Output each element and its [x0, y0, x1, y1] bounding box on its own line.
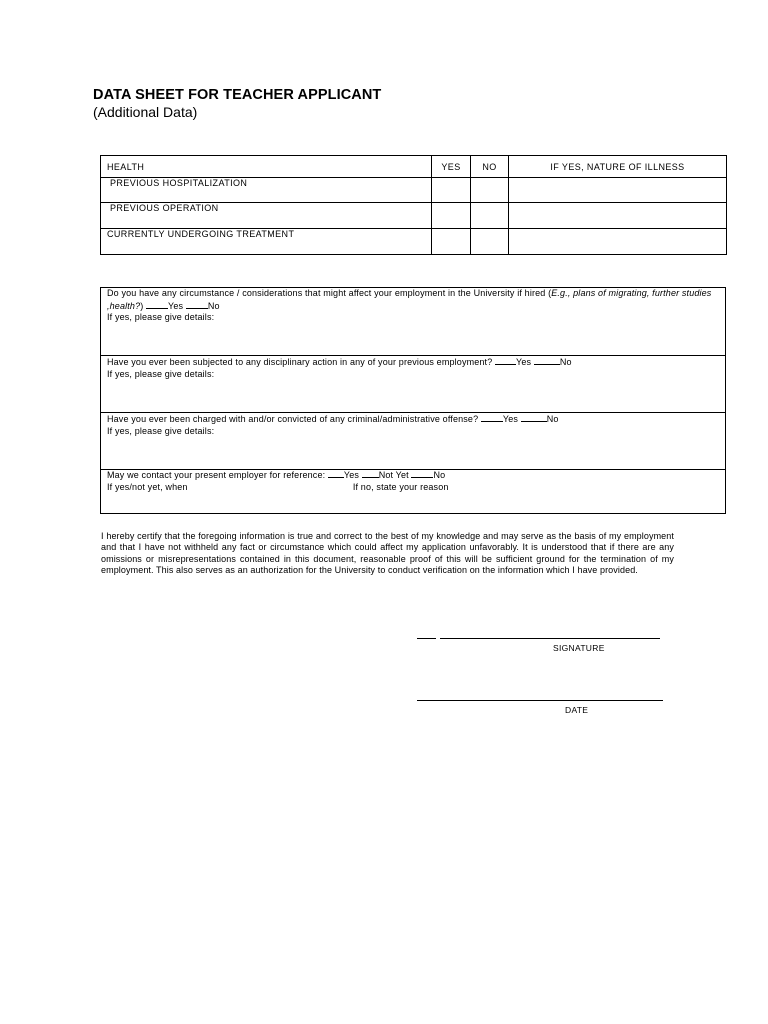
row-label-treatment: CURRENTLY UNDERGOING TREATMENT — [101, 229, 432, 255]
question-text: Have you ever been charged with and/or convicted of any criminal/administrative offense? — [107, 414, 479, 424]
operation-no-cell[interactable] — [471, 203, 509, 229]
header-health: HEALTH — [101, 156, 432, 178]
no-blank[interactable] — [521, 413, 547, 422]
document-title: DATA SHEET FOR TEACHER APPLICANT — [93, 87, 382, 103]
row-label-operation: PREVIOUS OPERATION — [101, 203, 432, 229]
yes-blank[interactable] — [328, 469, 344, 478]
yes-blank[interactable] — [495, 356, 516, 365]
no-blank[interactable] — [534, 356, 560, 365]
document-subtitle: (Additional Data) — [93, 104, 198, 120]
table-row — [101, 178, 727, 203]
signature-line[interactable] — [440, 638, 660, 639]
treatment-yes-cell[interactable] — [432, 229, 471, 255]
details-prompt: If yes, please give details: — [107, 312, 215, 322]
yes-blank[interactable] — [481, 413, 503, 422]
yes-label: Yes — [502, 414, 519, 424]
treatment-no-cell[interactable] — [471, 229, 509, 255]
header-yes: YES — [432, 156, 471, 178]
question-example-text: E.g., plans of migrating, further studies ,health? — [107, 288, 712, 311]
table-row — [101, 203, 727, 229]
when-prompt: If yes/not yet, when — [107, 481, 188, 492]
table-row — [101, 229, 727, 255]
question-text: May we contact your present employer for reference: — [107, 470, 326, 480]
operation-nature-cell[interactable] — [509, 203, 727, 229]
reason-prompt: If no, state your reason — [352, 481, 449, 492]
not-yet-label: Not Yet — [378, 470, 409, 480]
date-line[interactable] — [417, 700, 663, 701]
no-label: No — [546, 414, 559, 424]
questions-box — [100, 287, 726, 514]
question-text-close: ) — [140, 300, 144, 311]
yes-label: Yes — [516, 357, 532, 367]
header-no: NO — [471, 156, 509, 178]
question-circumstances — [101, 288, 725, 324]
question-criminal — [101, 413, 725, 437]
no-label: No — [433, 470, 446, 480]
hospitalization-no-cell[interactable] — [471, 178, 509, 203]
row-label-hospitalization: PREVIOUS HOSPITALIZATION — [101, 178, 432, 203]
signature-line-prefix[interactable] — [417, 638, 436, 639]
details-prompt: If yes, please give details: — [107, 425, 215, 436]
health-table-header — [101, 156, 727, 178]
question-disciplinary — [101, 356, 725, 380]
treatment-nature-cell[interactable] — [509, 229, 727, 255]
question-text: Have you ever been subjected to any disciplinary action in any of your previous employment? — [107, 357, 493, 367]
details-prompt: If yes, please give details: — [107, 368, 215, 379]
question-text: Do you have any circumstance / considerations that might affect your employment in the University if hired ( — [107, 288, 552, 298]
signature-label: SIGNATURE — [553, 643, 605, 653]
certification-paragraph: I hereby certify that the foregoing information is true and correct to the best of my knowledge and may serve as the basis of my employment and that I have not withheld any fact or circumstance which could affect my application unfavorably. It is understood that if there are any omissions or misrepresentations contained in this document, reasonable proof of this will be sufficient ground for the termination of my employment. This also serves as an authorization for the University to conduct verification on the information which I have provided. — [101, 531, 674, 576]
yes-label: Yes — [343, 470, 360, 480]
no-blank[interactable] — [411, 469, 433, 478]
hospitalization-nature-cell[interactable] — [509, 178, 727, 203]
operation-yes-cell[interactable] — [432, 203, 471, 229]
not-yet-blank[interactable] — [362, 469, 379, 478]
date-label: DATE — [565, 705, 589, 715]
no-label: No — [207, 300, 220, 311]
no-label: No — [559, 357, 572, 367]
health-table — [100, 155, 727, 255]
header-nature-of-illness: IF YES, NATURE OF ILLNESS — [509, 156, 727, 178]
hospitalization-yes-cell[interactable] — [432, 178, 471, 203]
question-employer-reference — [101, 469, 725, 493]
yes-blank[interactable] — [146, 300, 168, 309]
no-blank[interactable] — [186, 300, 208, 309]
yes-label: Yes — [168, 300, 184, 311]
